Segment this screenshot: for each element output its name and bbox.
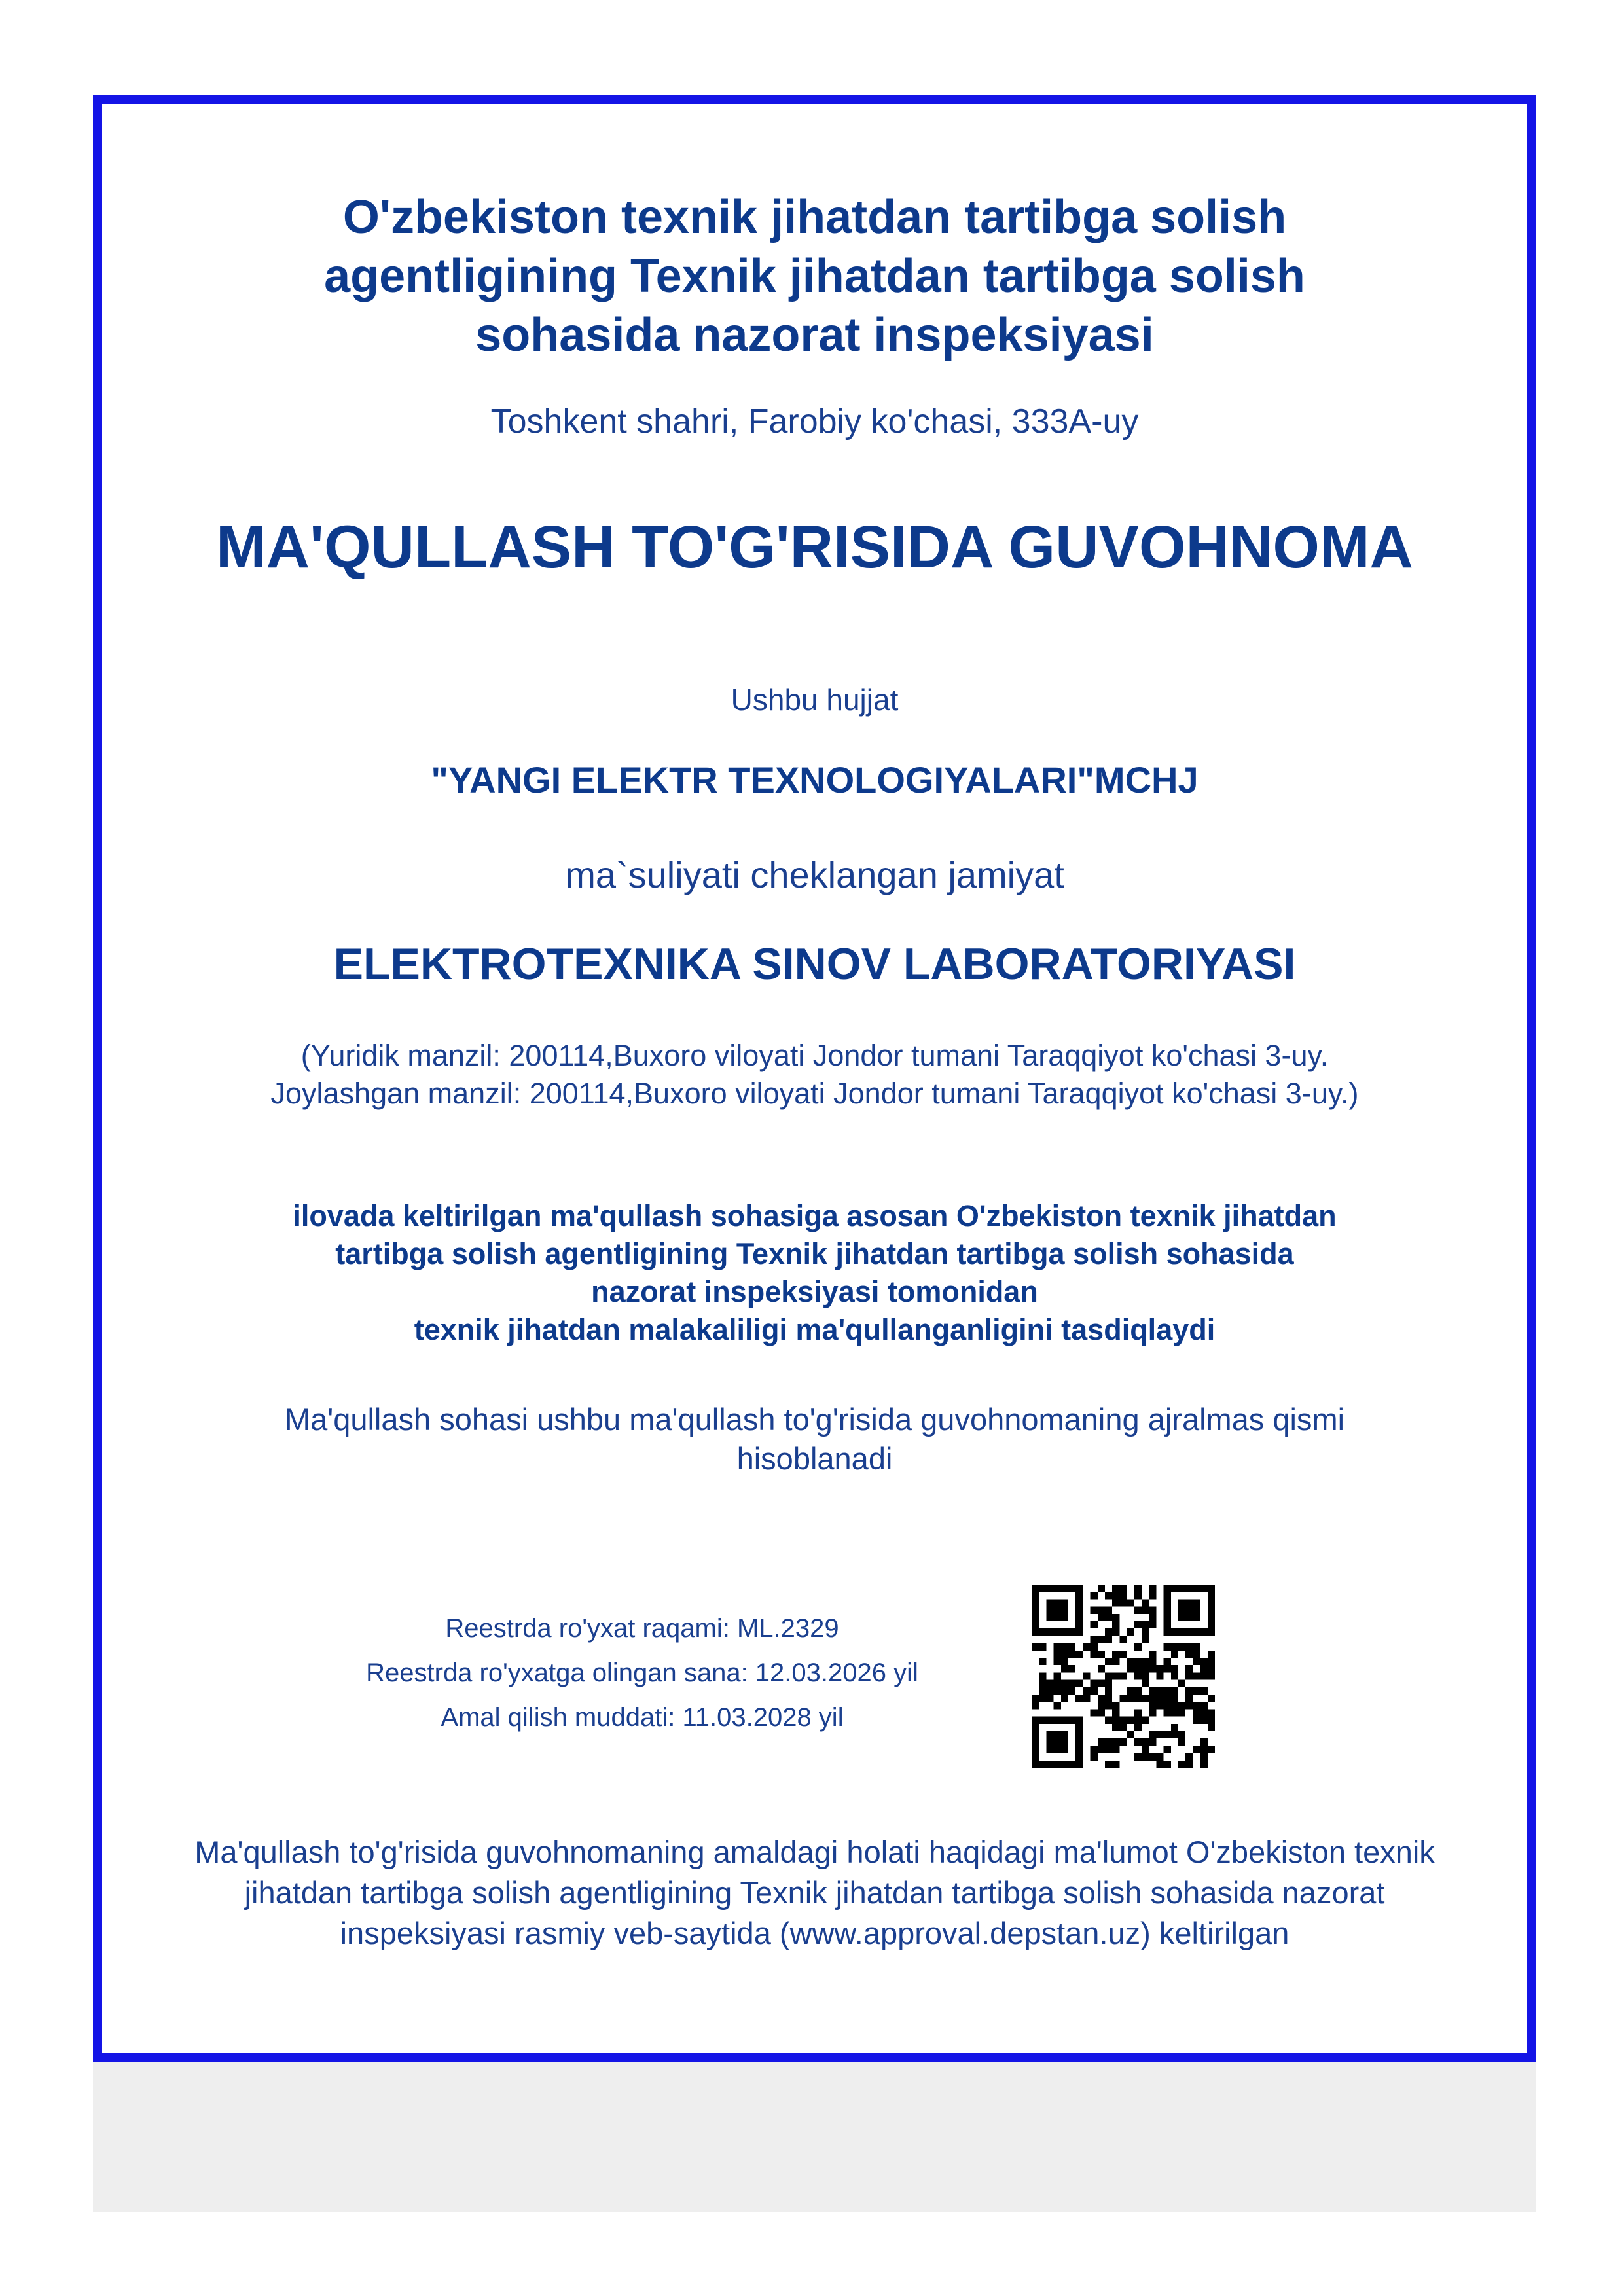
- registry-date: Reestrda ro'yxatga olingan sana: 12.03.2026 yil: [366, 1659, 918, 1687]
- qr-code-icon[interactable]: [1032, 1585, 1215, 1768]
- statement-line: nazorat inspeksiyasi tomonidan: [591, 1275, 1038, 1308]
- page-background-band: [93, 2062, 1536, 2212]
- company-name: "YANGI ELEKTR TEXNOLOGIYALARI"MCHJ: [431, 759, 1199, 800]
- legal-address: (Yuridik manzil: 200114,Buxoro viloyati Jondor tumani Taraqqiyot ko'chasi 3-uy.: [300, 1039, 1329, 1072]
- document-title: MA'QULLASH TO'G'RISIDA GUVOHNOMA: [216, 514, 1413, 581]
- company-addresses: [220, 1037, 1409, 1113]
- statement-line: tartibga solish agentligining Texnik jihatdan tartibga solish sohasida: [335, 1237, 1294, 1270]
- certificate-frame: [93, 95, 1536, 2062]
- registry-info: [298, 1606, 986, 1740]
- intro-text: Ushbu hujjat: [731, 683, 899, 717]
- statement-line: texnik jihatdan malakaliligi ma'qullanganligini tasdiqlaydi: [414, 1313, 1216, 1346]
- approval-statement: [207, 1197, 1422, 1349]
- issuing-organization-title: O'zbekiston texnik jihatdan tartibga solish agentligining Texnik jihatdan tartibga solish sohasida nazorat inspeksiyasi: [324, 191, 1305, 361]
- actual-address: Joylashgan manzil: 200114,Buxoro viloyati Jondor tumani Taraqqiyot ko'chasi 3-uy.): [270, 1077, 1359, 1110]
- statement-line: ilovada keltirilgan ma'qullash sohasiga asosan O'zbekiston texnik jihatdan: [293, 1199, 1337, 1232]
- company-type: ma`suliyati cheklangan jamiyat: [565, 854, 1064, 895]
- scope-note: Ma'qullash sohasi ushbu ma'qullash to'g'risida guvohnomaning ajralmas qismi hisoblanadi: [284, 1402, 1345, 1476]
- registry-number: Reestrda ro'yxat raqami: ML.2329: [445, 1614, 839, 1643]
- laboratory-name: ELEKTROTEXNIKA SINOV LABORATORIYASI: [333, 939, 1296, 989]
- validity-period: Amal qilish muddati: 11.03.2028 yil: [441, 1703, 844, 1732]
- issuing-organization-address: Toshkent shahri, Farobiy ko'chasi, 333A-uy: [490, 403, 1139, 440]
- footer-note: Ma'qullash to'g'risida guvohnomaning amaldagi holati haqidagi ma'lumot O'zbekiston texnik jihatdan tartibga solish agentligining Texnik jihatdan tartibga solish sohasida nazorat inspeksiyasi rasmiy veb-saytida (www.approval.depstan.uz) keltirilgan: [194, 1835, 1435, 1950]
